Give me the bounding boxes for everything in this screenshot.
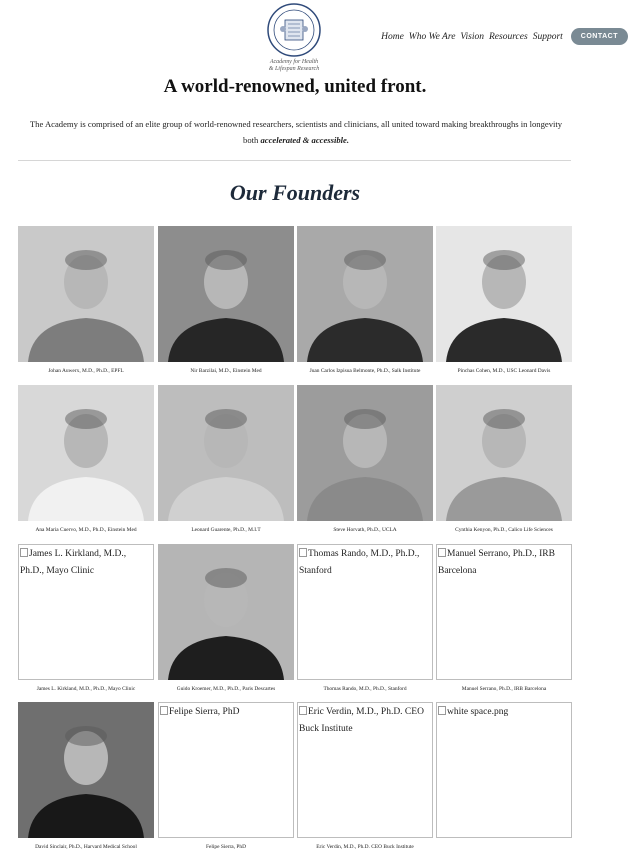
founder-photo[interactable] [297,385,433,521]
founder-caption: Manuel Serrano, Ph.D., IRB Barcelona [461,686,547,692]
founder-photo-broken[interactable] [18,544,154,680]
section-divider [18,160,571,161]
founder-caption: Steve Horvath, Ph.D., UCLA [333,527,397,533]
founder-photo-broken[interactable] [297,702,433,838]
broken-image-icon [438,548,446,557]
founder-caption: Johan Auwerx, M.D., Ph.D., EPFL [48,368,124,374]
founder-photo-alt-text: James L. Kirkland, M.D., Ph.D., Mayo Clinic [20,549,127,576]
founder-caption: Pinchas Cohen, M.D., USC Leonard Davis [457,368,551,374]
founders-heading: Our Founders [229,180,361,205]
portrait-silhouette-icon [158,226,294,362]
founder-caption: Leonard Guarente, Ph.D., M.I.T [191,527,261,533]
founder-photo-broken[interactable] [158,702,294,838]
broken-image-icon [299,548,307,557]
founder-caption: James L. Kirkland, M.D., Ph.D., Mayo Clinic [36,686,136,692]
founder-card[interactable] [158,226,294,374]
founder-photo[interactable] [18,226,154,362]
portrait-silhouette-icon [297,226,433,362]
founder-card[interactable] [297,385,433,533]
founder-caption: Thomas Rando, M.D., Ph.D., Stanford [323,686,407,692]
founder-caption: Juan Carlos Izpisua Belmonte, Ph.D., Salk Institute [309,368,421,374]
founder-photo[interactable] [436,226,572,362]
nav-who-we-are[interactable]: Who We Are [408,31,456,42]
founder-card[interactable] [436,702,572,844]
founder-photo-alt-text: Eric Verdin, M.D., Ph.D. CEO Buck Institute [299,707,424,734]
founder-photo-alt-text: Felipe Sierra, PhD [169,707,240,717]
founder-card[interactable] [18,226,154,374]
contact-button[interactable]: CONTACT [571,28,628,45]
founder-photo[interactable] [18,702,154,838]
founder-card[interactable] [436,544,572,692]
founder-card[interactable] [297,226,433,374]
founder-caption: Eric Verdin, M.D., Ph.D. CEO Buck Institute [316,844,414,850]
founder-card[interactable] [158,702,294,850]
founder-card[interactable] [297,544,433,692]
broken-image-icon [20,548,28,557]
portrait-silhouette-icon [18,385,154,521]
hero-title: A world-renowned, united front. [163,76,427,97]
nav-resources[interactable]: Resources [489,31,528,42]
portrait-silhouette-icon [158,544,294,680]
portrait-silhouette-icon [297,385,433,521]
nav-home[interactable]: Home [381,31,404,42]
nav-vision[interactable]: Vision [460,31,484,42]
founder-caption: Nir Barzilai, M.D., Einstein Med [190,368,262,374]
founder-card[interactable] [158,544,294,692]
broken-image-icon [160,706,168,715]
founder-card[interactable] [18,544,154,692]
founder-caption: David Sinclair, Ph.D., Harvard Medical School [35,844,137,850]
academy-seal-icon [266,2,322,58]
portrait-silhouette-icon [18,226,154,362]
portrait-silhouette-icon [18,702,154,838]
portrait-silhouette-icon [436,385,572,521]
founder-caption: Guido Kroemer, M.D., Ph.D., Paris Descartes [176,686,276,692]
portrait-silhouette-icon [436,226,572,362]
founder-caption: Ana Maria Cuervo, M.D., Ph.D., Einstein Med [35,527,137,533]
founder-photo[interactable] [297,226,433,362]
broken-image-icon [299,706,307,715]
founder-photo-broken[interactable] [436,544,572,680]
founder-photo-broken[interactable] [297,544,433,680]
founder-card[interactable] [297,702,433,850]
nav-support[interactable]: Support [532,31,563,42]
founder-photo-alt-text: Thomas Rando, M.D., Ph.D., Stanford [299,549,420,576]
portrait-silhouette-icon [158,385,294,521]
intro-emphasis: accelerated & accessible. [260,135,349,145]
intro-paragraph: The Academy is comprised of an elite group of world-renowned researchers, scientists and clinicians, all united toward making breakthroughs in longevity both accelerated & accessible. [29,119,563,145]
founder-photo-alt-text: Manuel Serrano, Ph.D., IRB Barcelona [438,549,555,576]
founder-caption: Felipe Sierra, PhD [206,844,246,850]
founder-card[interactable] [436,385,572,533]
founder-photo-broken[interactable] [436,702,572,838]
founder-caption: Cynthia Kenyon, Ph.D., Calico Life Sciences [455,527,553,533]
founder-card[interactable] [436,226,572,374]
main-nav [381,28,628,45]
founder-card[interactable] [158,385,294,533]
founder-photo[interactable] [18,385,154,521]
broken-image-icon [438,706,446,715]
logo-wordmark: Academy for Health & Lifespan Research [268,59,320,72]
founder-card[interactable] [18,385,154,533]
founder-photo[interactable] [158,385,294,521]
founder-photo[interactable] [436,385,572,521]
founder-photo[interactable] [158,544,294,680]
founder-photo[interactable] [158,226,294,362]
founder-photo-alt-text: white space.png [447,707,509,717]
academy-logo[interactable] [262,2,326,76]
founder-card[interactable] [18,702,154,850]
